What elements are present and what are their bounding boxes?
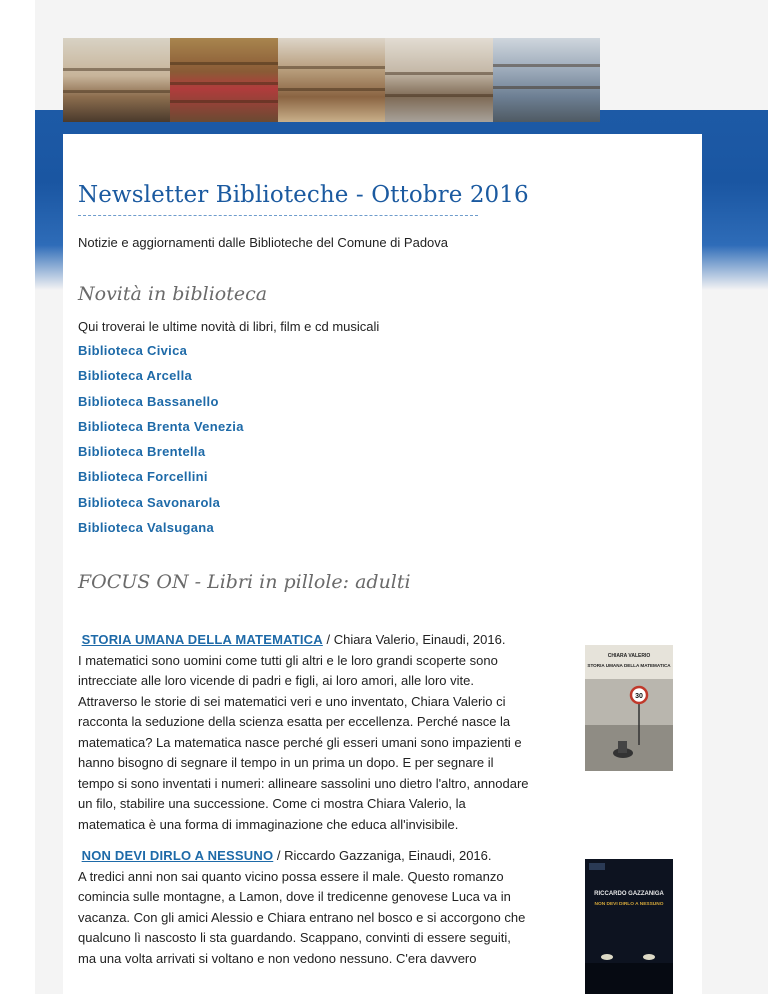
banner-panel — [493, 38, 600, 122]
book-header — [78, 630, 558, 651]
title-divider — [78, 215, 478, 216]
banner-panel — [278, 38, 385, 122]
cover-author: RICCARDO GAZZANIGA — [594, 891, 664, 897]
book-desc-line: intrecciate alle loro vicende di padri e figli, ai loro amori, alle loro vite. — [78, 673, 474, 688]
page-margin — [0, 0, 35, 994]
cover-title: STORIA UMANA DELLA MATEMATICA — [587, 663, 671, 668]
library-link-civica[interactable]: Biblioteca Civica — [78, 343, 188, 358]
banner-panel — [63, 38, 170, 122]
library-link-brenta-venezia[interactable]: Biblioteca Brenta Venezia — [78, 418, 244, 434]
library-item — [78, 419, 244, 444]
library-item — [78, 343, 244, 368]
newsletter-subtitle: Notizie e aggiornamenti dalle Biblioteche del Comune di Padova — [78, 235, 449, 250]
library-item — [78, 444, 244, 469]
banner-panel — [385, 38, 492, 122]
book-desc-line: racconta la seduzione della scienza esatta per eccellenza. Perché nasce la — [78, 714, 511, 729]
book-desc-line: un filo, stabilire una successione. Come ci mostra Chiara Valerio, la — [78, 796, 466, 811]
book-meta: / Riccardo Gazzaniga, Einaudi, 2016. — [273, 848, 492, 863]
cover-title: NON DEVI DIRLO A NESSUNO — [594, 902, 664, 907]
library-link-brentella[interactable]: Biblioteca Brentella — [78, 444, 206, 460]
library-link-bassanello[interactable]: Biblioteca Bassanello — [78, 393, 219, 409]
library-item — [78, 394, 244, 419]
library-link-savonarola[interactable]: Biblioteca Savonarola — [78, 494, 221, 510]
header-banner-image — [63, 38, 600, 122]
top-strip — [35, 0, 768, 36]
novita-intro: Qui troverai le ultime novità di libri, film e cd musicali — [78, 319, 380, 334]
book-desc-line: comincia sulle montagne, a Lamon, dove il tredicenne genovese Luca va in — [78, 889, 511, 904]
book-desc-line: hanno bisogno di segnare il tempo in un prima un dopo. E per segnare il — [78, 755, 494, 770]
book-desc-line: A tredici anni non sai quanto vicino possa essere il male. Questo romanzo — [78, 868, 504, 884]
library-item — [78, 469, 244, 494]
book-desc-line: matematica? La matematica nasce perché gli esseri umani sono impazienti e — [78, 734, 522, 750]
book-desc-line: I matematici sono uomini come tutti gli altri e le loro grandi scoperte sono — [78, 652, 498, 668]
book-cover-image — [585, 859, 673, 994]
book-meta: / Chiara Valerio, Einaudi, 2016. — [322, 632, 506, 647]
book-entry — [78, 630, 558, 835]
book-desc-line: ma una volta arrivati si voltano e non vedono nessuno. C'era davvero — [78, 950, 477, 966]
focus-heading-separator: - — [188, 571, 208, 593]
novita-heading: Novità in biblioteca — [78, 283, 268, 305]
book-entry — [78, 846, 558, 969]
library-item — [78, 368, 244, 393]
book-title-link[interactable]: NON DEVI DIRLO A NESSUNO — [81, 848, 274, 863]
newsletter-title: Newsletter Biblioteche - Ottobre 2016 — [78, 182, 529, 208]
book-desc-line: matematica è una forma di immaginazione che educa all'invisibile. — [78, 816, 459, 832]
cover-sign-number: 30 — [635, 693, 643, 700]
library-item — [78, 495, 244, 520]
focus-heading-rest: Libri in pillole: adulti — [207, 571, 411, 593]
focus-heading — [78, 571, 411, 593]
focus-heading-prefix: FOCUS ON — [78, 571, 189, 593]
library-link-valsugana[interactable]: Biblioteca Valsugana — [78, 520, 215, 536]
library-item — [78, 520, 244, 545]
book-desc-line: Attraverso le storie di sei matematici veri e uno inventato, Chiara Valerio ci — [78, 693, 506, 709]
library-link-forcellini[interactable]: Biblioteca Forcellini — [78, 469, 208, 485]
library-link-list — [78, 343, 244, 545]
library-link-arcella[interactable]: Biblioteca Arcella — [78, 368, 193, 384]
book-cover-image — [585, 645, 673, 771]
banner-panel — [170, 38, 277, 122]
book-header — [78, 846, 558, 867]
book-desc-line: vacanza. Con gli amici Alessio e Chiara entrano nel bosco e si accorgono che — [78, 909, 526, 925]
cover-author: CHIARA VALERIO — [607, 653, 651, 659]
book-desc-line: tempo si sono inventati i numeri: allineare sassolini uno dietro l'altro, annodare — [78, 775, 529, 791]
book-desc-line: qualcuno lì nascosto li sta guardando. Scappano, convinti di essere seguiti, — [78, 930, 511, 945]
book-title-link[interactable]: STORIA UMANA DELLA MATEMATICA — [81, 632, 323, 647]
